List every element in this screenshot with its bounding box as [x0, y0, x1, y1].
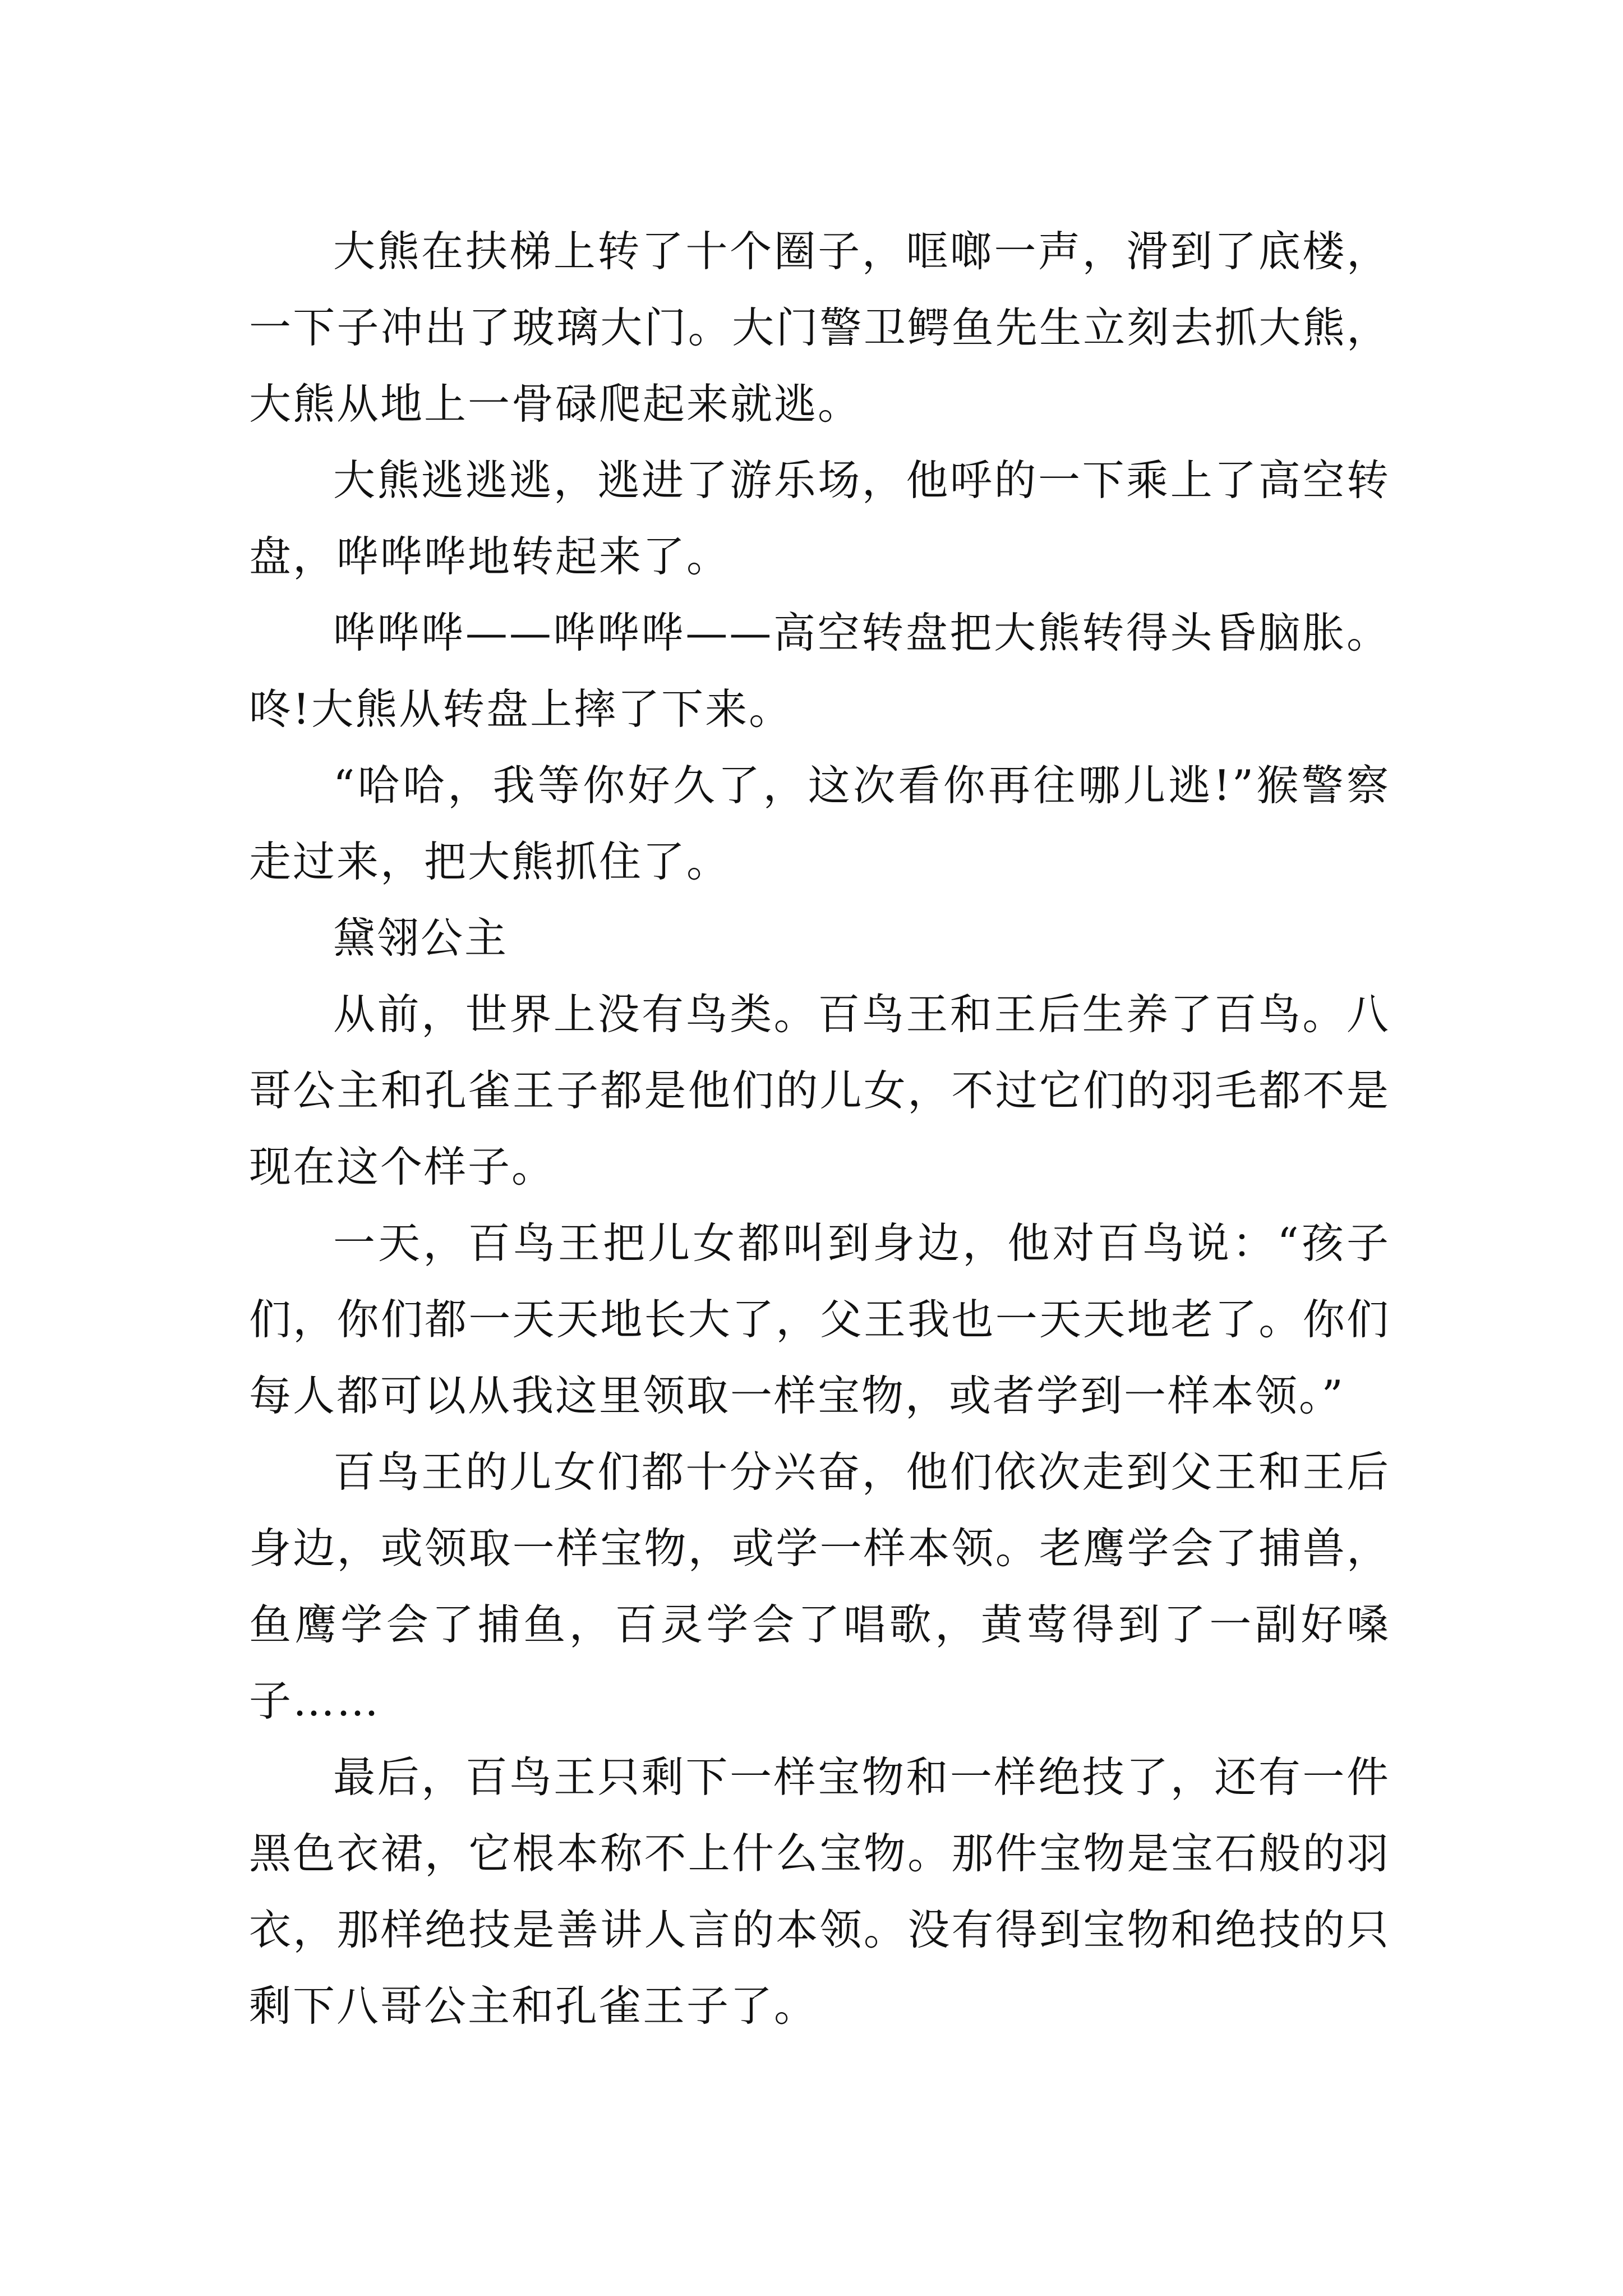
- paragraph-2: 大熊逃逃逃，逃进了游乐场，他呼的一下乘上了高空转盘，哗哗哗地转起来了。: [249, 455, 1390, 581]
- document-body: [249, 213, 1390, 2044]
- paragraph-4: “哈哈，我等你好久了，这次看你再往哪儿逃!”猴警察走过来，把大熊抓住了。: [249, 761, 1390, 886]
- paragraph-5: 从前，世界上没有鸟类。百鸟王和王后生养了百鸟。八哥公主和孔雀王子都是他们的儿女，不过它们的羽毛都不是现在这个样子。: [249, 990, 1390, 1191]
- paragraph-7: 百鸟王的儿女们都十分兴奋，他们依次走到父王和王后身边，或领取一样宝物，或学一样本领。老鹰学会了捕兽，鱼鹰学会了捕鱼，百灵学会了唱歌，黄莺得到了一副好嗓子……: [249, 1447, 1390, 1726]
- paragraph-3: 哗哗哗——哗哗哗——高空转盘把大熊转得头昏脑胀。咚!大熊从转盘上摔了下来。: [249, 608, 1390, 734]
- paragraph-1: 大熊在扶梯上转了十个圈子，哐啷一声，滑到了底楼，一下子冲出了玻璃大门。大门警卫鳄鱼先生立刻去抓大熊，大熊从地上一骨碌爬起来就逃。: [249, 227, 1390, 429]
- paragraph-8: 最后，百鸟王只剩下一样宝物和一样绝技了，还有一件黑色衣裙，它根本称不上什么宝物。那件宝物是宝石般的羽衣，那样绝技是善讲人言的本领。没有得到宝物和绝技的只剩下八哥公主和孔雀王子了。: [249, 1752, 1390, 2031]
- paragraph-6: 一天，百鸟王把儿女都叫到身边，他对百鸟说：“孩子们，你们都一天天地长大了，父王我也一天天地老了。你们每人都可以从我这里领取一样宝物，或者学到一样本领。”: [249, 1218, 1390, 1420]
- section-heading: 黛翎公主: [333, 913, 509, 963]
